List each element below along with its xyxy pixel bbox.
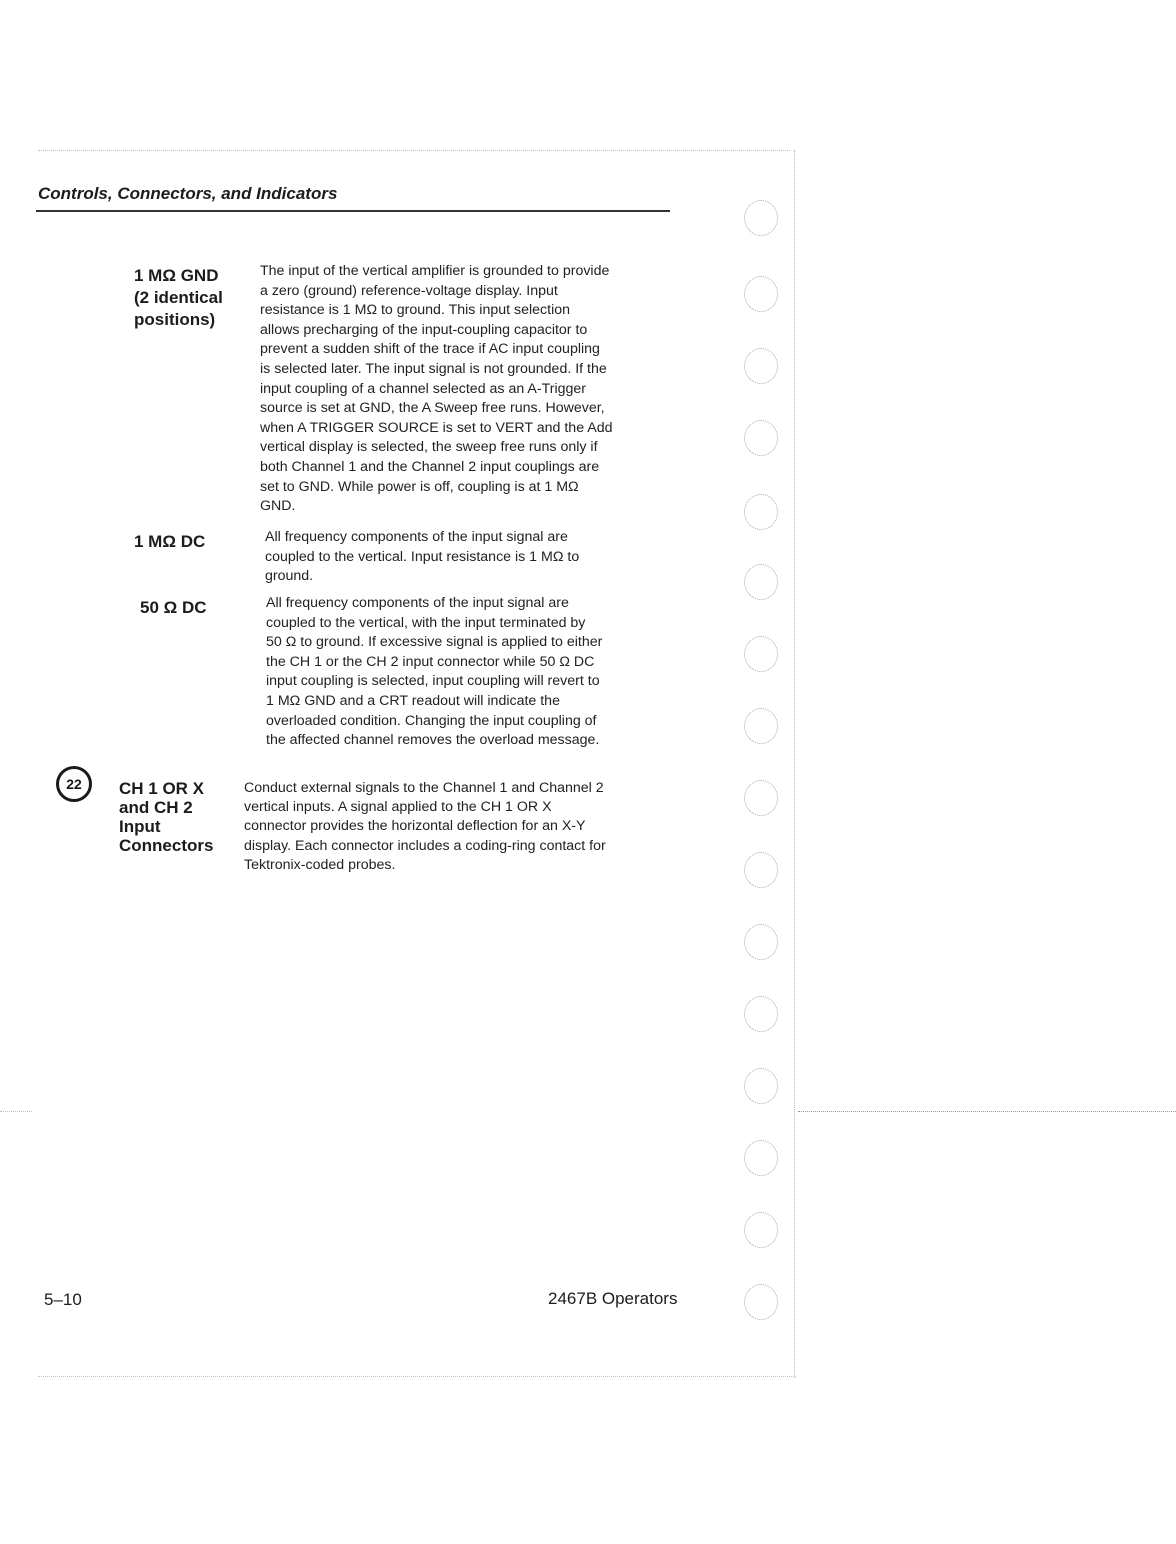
description-input-connectors [244,779,606,875]
binder-hole [744,780,778,816]
desc-line: both Channel 1 and the Channel 2 input couplings are [260,458,600,475]
description-1mohm-gnd [260,262,613,517]
term-line: and CH 2 [119,798,193,817]
desc-line: the affected channel removes the overload message. [266,732,600,749]
term-1mohm-dc [134,531,205,553]
scan-edge-line [798,1111,1176,1112]
desc-line: the CH 1 or the CH 2 input connector while 50 Ω DC [266,653,595,670]
desc-line: a zero (ground) reference-voltage display. Input [260,282,558,299]
description-50ohm-dc [266,594,602,751]
desc-line: vertical inputs. A signal applied to the CH 1 OR X [244,799,552,816]
desc-line: coupled to the vertical. Input resistance is 1 MΩ to [265,548,580,565]
desc-line: Tektronix-coded probes. [244,856,396,873]
callout-number-badge: 22 [56,766,92,802]
desc-line: Conduct external signals to the Channel 1 and Channel 2 [244,780,604,796]
desc-line: prevent a sudden shift of the trace if AC input coupling [260,341,600,358]
desc-line: resistance is 1 MΩ to ground. This input selection [260,302,571,319]
term-line: 1 MΩ GND [134,266,219,285]
desc-line: connector provides the horizontal deflection for an X-Y [244,818,586,835]
desc-line: input coupling of a channel selected as an A-Trigger [260,380,586,397]
term-line: CH 1 OR X [119,779,205,798]
binder-hole [744,494,778,530]
desc-line: coupled to the vertical, with the input terminated by [266,614,586,631]
desc-line: 50 Ω to ground. If excessive signal is applied to either [266,634,603,651]
desc-line: input coupling is selected, input coupling will revert to [266,673,600,690]
desc-line: 1 MΩ GND and a CRT readout will indicate the [266,692,560,709]
desc-line: display. Each connector includes a coding-ring contact for [244,837,606,854]
desc-line: overloaded condition. Changing the input coupling of [266,712,597,729]
binder-hole [744,924,778,960]
desc-line: ground. [265,568,314,585]
section-header-title: Controls, Connectors, and Indicators [38,184,338,203]
footer-page-number: 5–10 [44,1290,82,1309]
desc-line: GND. [260,498,296,515]
description-1mohm-dc [265,528,579,587]
footer-document-title: 2467B Operators [548,1289,678,1308]
binder-hole [744,996,778,1032]
desc-line: vertical display is selected, the sweep free runs only if [260,439,598,456]
term-input-connectors [119,779,213,855]
binder-hole [744,420,778,456]
binder-hole [744,636,778,672]
page-edge-right [794,150,795,1378]
desc-line: All frequency components of the input signal are [265,529,568,545]
desc-line: allows precharging of the input-coupling capacitor to [260,321,588,338]
binder-hole [744,1140,778,1176]
desc-line: All frequency components of the input signal are [266,595,569,611]
scan-edge-line-left [0,1111,32,1112]
term-line: 1 MΩ DC [134,532,206,551]
binder-hole [744,348,778,384]
term-1mohm-gnd [134,265,223,331]
header-rule [36,210,670,212]
binder-hole [744,200,778,236]
binder-hole [744,1068,778,1104]
desc-line: source is set at GND, the A Sweep free runs. However, [260,400,605,417]
page-edge-bottom [38,1376,796,1377]
desc-line: set to GND. While power is off, coupling is at 1 MΩ [260,478,579,495]
binder-hole [744,1212,778,1248]
binder-hole [744,852,778,888]
binder-hole [744,564,778,600]
term-50ohm-dc [140,597,207,619]
term-line: positions) [134,310,216,329]
page-edge-top [38,150,790,151]
binder-hole [744,276,778,312]
term-line: Connectors [119,836,214,855]
term-line: Input [119,817,161,836]
desc-line: when A TRIGGER SOURCE is set to VERT and the Add [260,419,613,436]
term-line: 50 Ω DC [140,598,207,617]
desc-line: The input of the vertical amplifier is grounded to provide [260,263,610,279]
desc-line: is selected later. The input signal is not grounded. If the [260,360,607,377]
binder-hole [744,1284,778,1320]
binder-hole [744,708,778,744]
term-line: (2 identical [134,288,223,307]
